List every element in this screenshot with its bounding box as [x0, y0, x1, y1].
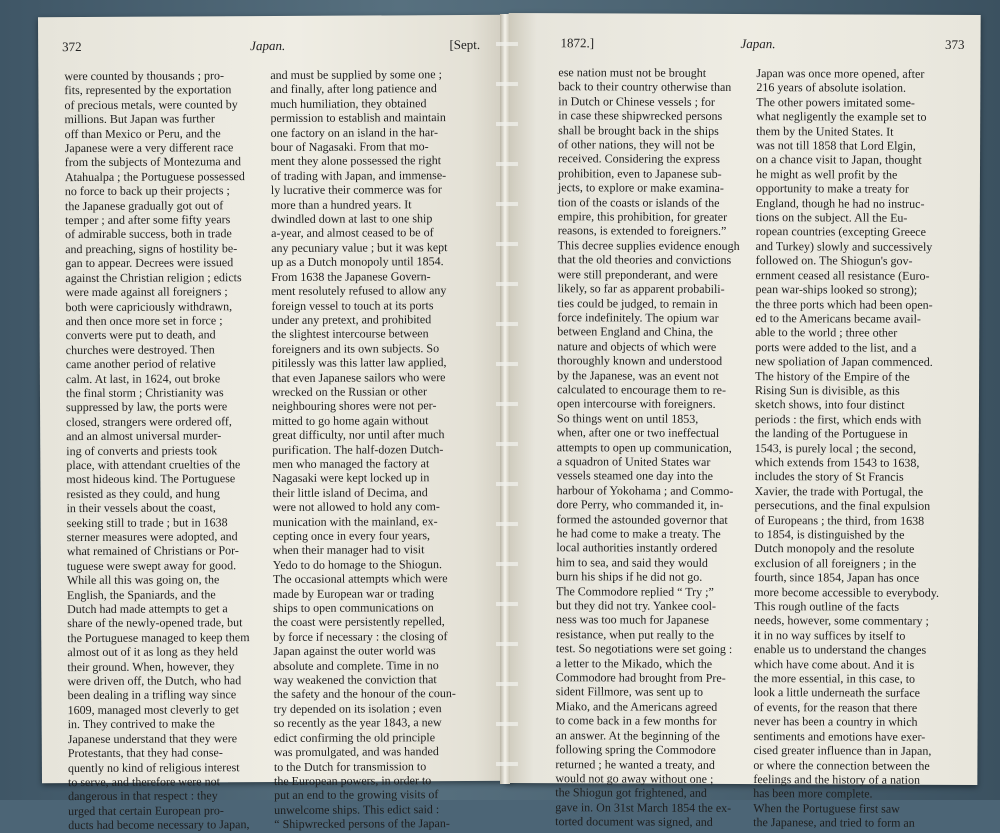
text-line: prohibition, even to Japanese sub- — [557, 166, 722, 181]
text-line: no force to back up their projects ; — [64, 183, 230, 199]
text-line: him to sea, and said they would — [556, 554, 708, 570]
text-line: 1543, is purely local ; the second, — [754, 440, 917, 456]
text-line: tions on the subject. All the Eu- — [755, 210, 908, 225]
text-line: ed to the Americans became avail- — [755, 310, 921, 326]
text-line: were not allowed to hold any com- — [272, 499, 440, 515]
text-line: came another period of relative — [65, 356, 216, 372]
text-line: ports were added to the list, and a — [755, 339, 917, 355]
text-line: Japan against the outer world was — [273, 643, 436, 659]
text-line: From 1638 the Japanese Govern- — [271, 268, 431, 284]
text-line: torted document was signed, and — [555, 814, 713, 829]
header-date: [Sept. — [449, 36, 481, 53]
text-line: Atahualpa ; the Portuguese possessed — [64, 168, 245, 184]
text-line: been dealing in a trifling way since — [67, 687, 237, 703]
text-line: formed the astounded governor that — [556, 511, 728, 527]
text-line: he had come to make a treaty. The — [556, 526, 721, 541]
text-line: on a chance visit to Japan, thought — [756, 152, 922, 168]
text-line: unwelcome ships. This edict said : — [274, 801, 440, 817]
text-line: great difficulty, nor until after much — [272, 427, 445, 443]
text-line: place, with attendant cruelties of the — [66, 457, 241, 473]
text-line: sident Fillmore, was sent up to — [555, 684, 704, 700]
text-line: temper ; and after some fifty years — [65, 212, 231, 228]
text-line: to the Dutch for transmission to — [273, 758, 427, 774]
text-line: calm. At last, in 1624, out broke — [65, 370, 221, 386]
text-line: were still preponderant, and were — [557, 266, 718, 282]
text-line: likely, so far as apparent probabili- — [557, 281, 725, 297]
right-page-column-2 — [753, 66, 960, 830]
text-line: never has been a country in which — [753, 714, 918, 730]
text-line: urged that certain European pro- — [68, 802, 224, 818]
text-line: “ Shipwrecked persons of the Japan- — [274, 816, 450, 832]
text-line: calculated to encourage them to re- — [557, 382, 726, 397]
text-line: millions. But Japan was further — [64, 111, 215, 127]
text-line: Yedo to do homage to the Shiogun. — [272, 556, 443, 572]
text-line: would not go away without one ; — [555, 771, 714, 786]
text-line: English, the Spaniards, and the — [66, 586, 216, 602]
right-page-header — [560, 35, 964, 57]
text-line: dore Perry, who commanded it, in- — [556, 497, 724, 513]
header-date: 1872.] — [560, 35, 595, 51]
text-line: England, though he had no instruc- — [755, 195, 925, 211]
text-line: ment they alone possessed the right — [270, 153, 442, 169]
text-line: them by the United States. It — [756, 123, 894, 139]
text-line: tuguese were swept away for good. — [66, 558, 237, 573]
text-line: pitilessly was this latter law applied, — [271, 355, 447, 371]
text-line: cepting once in every four years, — [272, 528, 431, 544]
text-line: which extends from 1543 to 1638, — [754, 455, 920, 470]
text-line: munication with the mainland, ex- — [272, 513, 438, 529]
text-line: sentiments and emotions have exer- — [753, 728, 926, 744]
text-line: the Japanese, and tried to form an — [753, 815, 915, 830]
text-line: Xavier, the trade with Portugal, the — [754, 483, 924, 499]
left-page-column-2 — [270, 67, 484, 832]
text-line: following spring the Commodore — [555, 742, 716, 757]
text-line: which have come about. And it is — [753, 656, 915, 672]
text-line: in Dutch or Chinese vessels ; for — [558, 94, 715, 109]
text-line: pean war-ships looked so strong); — [755, 282, 918, 297]
text-line: seeking still to trade ; but in 1638 — [66, 514, 228, 530]
text-line: When the Portuguese first saw — [753, 800, 900, 816]
text-line: was promulgated, and was handed — [273, 744, 439, 760]
text-line: purification. The half-dozen Dutch- — [272, 441, 444, 457]
text-line: and an almost universal murder- — [66, 428, 222, 444]
text-line: what negligently the example set to — [756, 109, 927, 125]
text-line: the European powers, in order to — [273, 773, 432, 788]
text-line: new spoliation of Japan commenced. — [755, 354, 933, 369]
text-line: ly lucrative their commerce was for — [270, 182, 442, 198]
text-line: Commodore had brought from Pre- — [555, 670, 726, 685]
text-line: any pecuniary value ; but it was kept — [271, 239, 448, 255]
text-line: gave in. On 31st March 1854 the ex- — [555, 799, 732, 815]
text-line: the safety and the honour of the coun- — [273, 686, 456, 702]
text-line: tion of the coasts or islands of the — [557, 194, 720, 210]
text-line: sterner measures were adopted, and — [66, 529, 238, 545]
text-line: by the Japanese, was an event not — [557, 367, 719, 383]
text-line: periods : the first, which ends with — [754, 411, 922, 427]
text-line: cised greater influence than in Japan, — [753, 743, 932, 758]
text-line: were driven off, the Dutch, who had — [67, 673, 242, 689]
text-line: ropean countries (excepting Greece — [755, 224, 927, 240]
text-line: Dutch monopoly and the resolute — [754, 541, 915, 557]
text-line: enable us to understand the changes — [753, 642, 927, 658]
text-line: the slightest intercourse between — [271, 326, 429, 342]
text-line: a squadron of United States war — [556, 454, 711, 469]
text-line: that the old theories and convictions — [557, 252, 732, 268]
text-line: foreign vessel to touch at its ports — [271, 297, 434, 313]
text-line: So things went on until 1853, — [556, 410, 699, 426]
right-page — [505, 13, 980, 830]
text-line: resistance, when put really to the — [555, 627, 714, 642]
text-line: way weakened the conviction that — [273, 672, 437, 688]
text-line: under any pretext, and prohibited — [271, 312, 432, 327]
text-line: and preaching, signs of hostility be- — [65, 241, 238, 256]
text-line: up as a Dutch monopoly until 1854. — [271, 254, 444, 270]
text-line: gan to appear. Decrees were issued — [65, 255, 234, 271]
text-line: he might as well profit by the — [755, 166, 898, 182]
text-line: a-year, and almost ceased to be of — [271, 225, 434, 241]
text-line: closed, strangers were ordered off, — [66, 413, 232, 429]
text-line: the Portuguese managed to keep them — [67, 629, 250, 645]
text-line: try depended on its isolation ; even — [273, 701, 442, 716]
text-line: burn his ships if he did not go. — [556, 569, 703, 585]
text-line: 1609, managed most cleverly to get — [67, 702, 239, 717]
text-line: of Europeans ; the third, from 1638 — [754, 512, 925, 528]
left-page — [38, 15, 512, 833]
text-line: it in no way suffices by itself to — [753, 627, 906, 643]
text-line: men who managed the factory at — [272, 456, 430, 471]
text-line: neighbouring shores were not per- — [272, 398, 437, 414]
text-line: against the Christian religion ; edicts — [65, 269, 242, 285]
page-number: 373 — [945, 36, 965, 52]
text-line: This decree supplies evidence enough — [557, 238, 740, 253]
text-line: This rough outline of the facts — [754, 599, 900, 614]
text-line: fourth, since 1854, Japan has once — [754, 570, 920, 585]
text-line: empire, this prohibition, for greater — [557, 209, 728, 224]
text-line: the three ports which had been open- — [755, 296, 933, 312]
text-line: Miako, and the Americans agreed — [555, 699, 718, 714]
text-line: made by European war or trading — [272, 585, 435, 601]
text-line: much humiliation, they obtained — [270, 96, 427, 111]
text-line: the Shiogun got frightened, and — [555, 785, 707, 801]
text-line: that even Japanese sailors who were — [271, 369, 446, 385]
text-line: open intercourse with foreigners. — [556, 396, 716, 412]
text-line: their ground. When, however, they — [67, 658, 235, 674]
text-line: churches were destroyed. Then — [65, 342, 215, 357]
text-line: their little island of Decima, and — [272, 484, 428, 500]
text-line: and finally, after long patience and — [270, 81, 437, 97]
text-line: dangerous in that respect : they — [68, 788, 218, 804]
text-line: Protestants, that they had conse- — [67, 745, 223, 761]
text-line: opportunity to make a treaty for — [755, 181, 909, 196]
text-line: harbour of Yokohama ; and Commo- — [556, 482, 734, 498]
text-line: shall be brought back in the ships — [558, 122, 719, 138]
text-line: put an end to the growing visits of — [274, 787, 439, 803]
text-line: fits, represented by the exportation — [64, 82, 232, 98]
text-line: Japanese were a very different race — [64, 140, 234, 156]
text-line: test. So negotiations were set going : — [555, 641, 733, 657]
text-line: of other nations, they will not be — [558, 137, 715, 152]
right-page-column-1 — [555, 65, 752, 829]
text-line: the more essential, in this case, to — [753, 671, 916, 686]
text-line: the Japanese gradually got out of — [64, 197, 224, 213]
text-line: look a little underneath the surface — [753, 685, 921, 701]
text-line: reasons, is extended to foreigners.” — [557, 223, 727, 239]
text-line: to 1854, is distinguished by the — [754, 527, 905, 542]
text-line: an answer. At the beginning of the — [555, 727, 720, 743]
text-line: ducts had become necessary to Japan, — [68, 817, 250, 833]
text-line: by force if necessary : the closing of — [273, 628, 448, 644]
text-line: received. Considering the express — [558, 151, 721, 167]
text-line: quently no kind of religious interest — [67, 759, 240, 775]
text-line: most hideous kind. The Portuguese — [66, 471, 236, 487]
text-line: needs, however, some commentary ; — [754, 613, 929, 629]
text-line: but they did not try. Yankee cool- — [556, 598, 717, 613]
text-line: persecutions, and the final expulsion — [754, 498, 931, 514]
text-line: were made against all foreigners ; — [65, 284, 228, 300]
text-line: in case these shipwrecked persons — [558, 108, 723, 124]
text-line: or where the connection between the — [753, 757, 930, 773]
text-line: The Commodore replied “ Try ;” — [556, 583, 714, 599]
text-line: the landing of the Portuguese in — [754, 426, 908, 441]
text-line: returned ; he wanted a treaty, and — [555, 756, 715, 772]
text-line: to come back in a few months for — [555, 713, 717, 729]
text-line: The occasional attempts which were — [272, 571, 448, 587]
text-line: ships to open communications on — [273, 600, 434, 616]
text-line: in their vessels about the coast, — [66, 500, 216, 516]
text-line: more become accessible to everybody. — [754, 584, 940, 600]
text-line: edict confirming the old principle — [273, 729, 436, 745]
text-line: Japanese understand that they were — [67, 730, 238, 746]
text-line: Dutch had made attempts to get a — [67, 601, 228, 617]
text-line: one factory on an island in the har- — [270, 124, 439, 140]
text-line: ties could be judged, to remain in — [557, 295, 718, 311]
text-line: from the subjects of Montezuma and — [64, 154, 242, 170]
text-line: Nagasaki were kept locked up in — [272, 470, 430, 486]
left-page-header — [62, 37, 480, 59]
text-line: of precious metals, were counted by — [64, 97, 238, 112]
text-line: absolute and complete. Time in no — [273, 657, 439, 673]
text-line: sketch shows, into four distinct — [754, 397, 905, 413]
text-line: local authorities instantly ordered — [556, 540, 718, 556]
text-line: ment resolutely refused to allow any — [271, 283, 447, 299]
text-line: The history of the Empire of the — [755, 368, 910, 384]
text-line: between England and China, the — [557, 324, 713, 340]
text-line: of events, for the reason that there — [753, 699, 918, 715]
left-page-column-1 — [64, 68, 268, 833]
text-line: off than Mexico or Peru, and the — [64, 125, 221, 141]
text-line: exclusion of all foreigners ; in the — [754, 555, 917, 571]
text-line: able to the world ; three other — [755, 325, 898, 340]
text-line: to serve, and therefore were not — [67, 774, 220, 789]
binding-stitches — [496, 20, 518, 780]
text-line: so recently as the year 1843, a new — [273, 715, 442, 731]
text-line: jects, to explore or make examina- — [557, 180, 724, 196]
text-line: almost out of it as long as they held — [67, 644, 239, 660]
text-line: in. They contrived to make the — [67, 716, 215, 732]
text-line: a letter to the Mikado, which the — [555, 655, 713, 671]
text-line: While all this was going on, the — [66, 572, 220, 588]
text-line: Rising Sun is divisible, as this — [755, 382, 900, 398]
text-line: resisted as they could, and hung — [66, 486, 220, 501]
text-line: thoroughly known and understood — [557, 353, 723, 369]
text-line: wrecked on the Russian or other — [271, 384, 427, 399]
text-line: followed on. The Shiogun's gov- — [755, 253, 913, 269]
text-line: attempts to open up communication, — [556, 439, 732, 455]
text-line: force indefinitely. The opium war — [557, 310, 719, 325]
text-line: ing of converts and priests took — [66, 442, 218, 458]
text-line: Japan was once more opened, after — [756, 66, 925, 81]
text-line: both were capriciously withdrawn, — [65, 298, 233, 314]
text-line: and Turkey) slowly and successively — [755, 238, 933, 254]
text-line: feelings and the history of a nation — [753, 771, 920, 787]
text-line: the coast were persistently repelled, — [273, 614, 445, 630]
text-line: foreigners and its own subjects. So — [271, 340, 440, 356]
text-line: ernment ceased all resistance (Euro- — [755, 267, 930, 283]
text-line: includes the story of St Francis — [754, 469, 904, 485]
text-line: what remained of Christians or Por- — [66, 543, 239, 559]
text-line: were counted by thousands ; pro- — [64, 68, 224, 84]
text-line: of admirable success, both in trade — [65, 226, 232, 242]
text-line: back to their country otherwise than — [558, 79, 732, 95]
text-line: of trading with Japan, and immense- — [270, 167, 447, 183]
text-line: more than a hundred years. It — [270, 196, 412, 212]
text-line: bour of Nagasaki. From that mo- — [270, 139, 429, 155]
text-line: ness was too much for Japanese — [556, 612, 710, 628]
text-line: vessels steamed one day into the — [556, 468, 713, 484]
text-line: when their manager had to visit — [272, 542, 425, 558]
text-line: share of the newly-opened trade, but — [67, 615, 243, 631]
text-line: was not till 1858 that Lord Elgin, — [756, 138, 916, 153]
text-line: and then once more set in force ; — [65, 313, 223, 329]
text-line: The other powers imitated some- — [756, 94, 915, 110]
text-line: dwindled down at last to one ship — [271, 211, 433, 227]
text-line: nature and objects of which were — [557, 338, 717, 354]
text-line: has been more complete. — [753, 786, 873, 801]
text-line: mitted to go home again without — [272, 412, 429, 428]
text-line: converts were put to death, and — [65, 327, 216, 343]
text-line: ese nation must not be brought — [558, 65, 707, 80]
running-title: Japan. — [740, 35, 776, 52]
text-line: when, after one or two ineffectual — [556, 425, 720, 441]
text-line: the final storm ; Christianity was — [65, 385, 224, 401]
text-line: permission to establish and maintain — [270, 110, 446, 126]
text-line: and must be supplied by some one ; — [270, 67, 442, 83]
text-line: suppressed by law, the ports were — [66, 399, 228, 415]
running-title: Japan. — [250, 37, 286, 54]
text-line: 216 years of absolute isolation. — [756, 80, 907, 96]
page-number: 372 — [62, 39, 82, 55]
